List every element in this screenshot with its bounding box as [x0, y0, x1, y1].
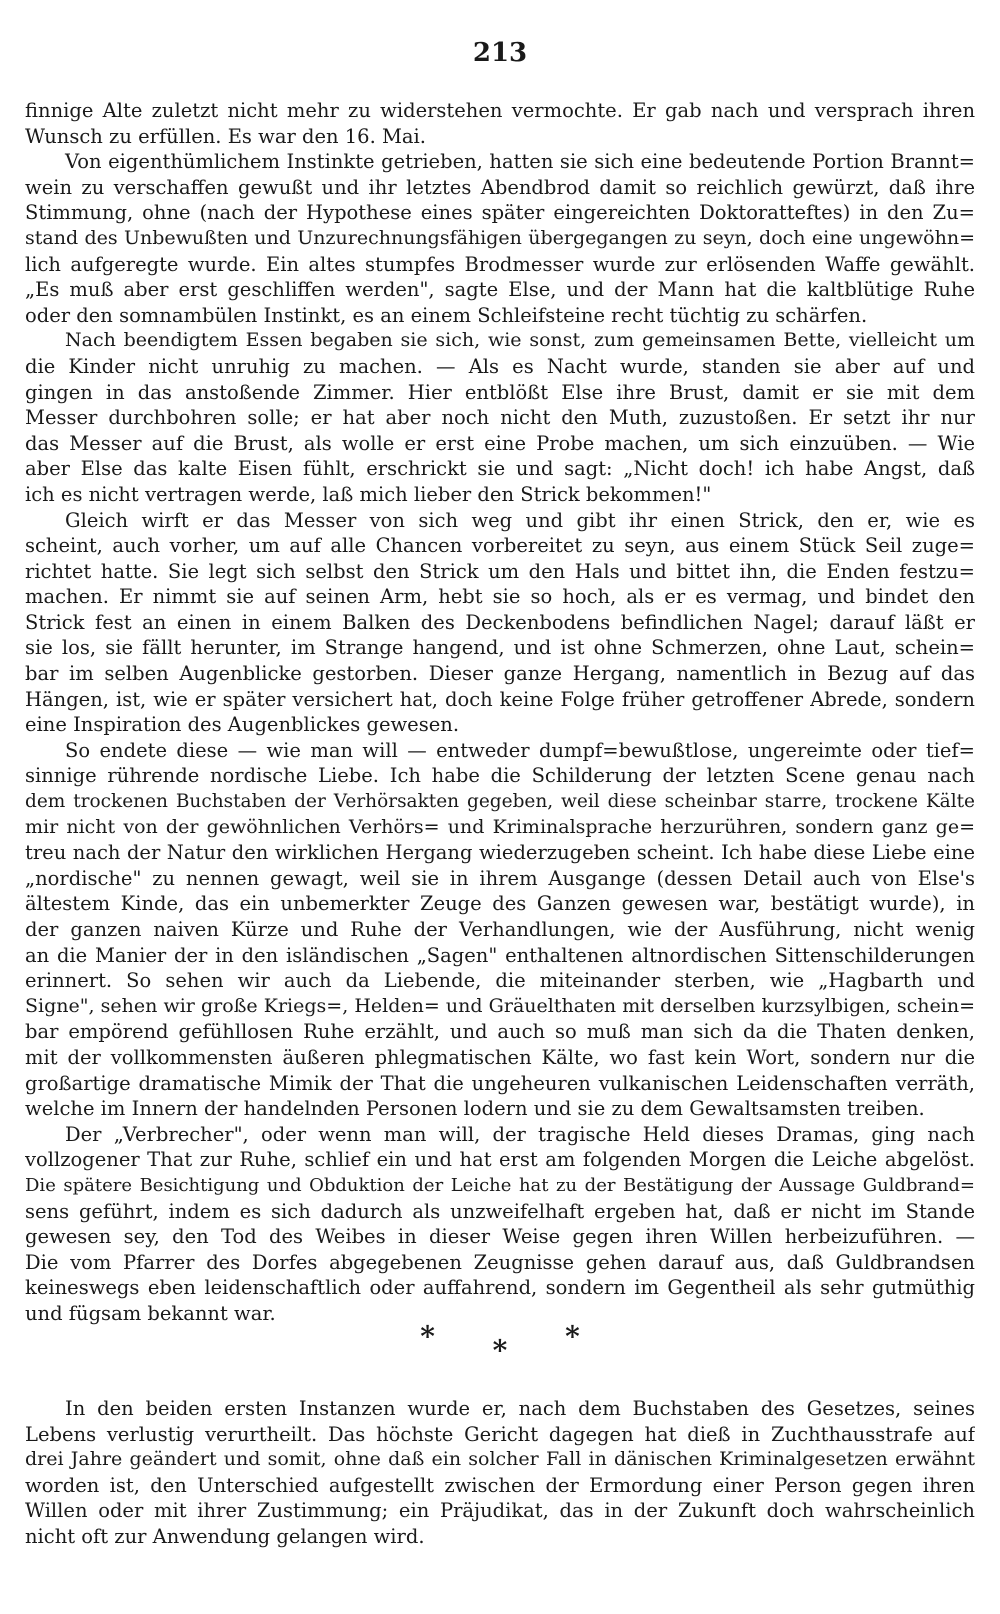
- text-line: Von eigenthümlichem Instinkte getrieben, hatten sie sich eine bedeutende Portion Brannt=: [65, 150, 975, 174]
- separator-star: *: [492, 1334, 508, 1367]
- text-line: Wunsch zu erfüllen. Es war den 16. Mai.: [25, 124, 426, 148]
- text-line: Signe", sehen wir große Kriegs=, Helden= und Gräuelthaten mit derselben kurzsylbigen, schein=: [25, 994, 975, 1017]
- text-line: Nach beendigtem Essen begaben sie sich, wie sonst, zum gemeinsamen Bette, vielleicht um: [65, 329, 975, 352]
- text-line: keineswegs eben leidenschaftlich oder auffahrend, sondern im Gegentheil als sehr gutmüthig: [25, 1276, 975, 1300]
- text-line: Messer durchbohren solle; er hat aber noch nicht den Muth, zuzustoßen. Er setzt ihr nur: [25, 406, 975, 430]
- text-line: treu nach der Natur den wirklichen Hergang wiederzugeben scheint. Ich habe diese Liebe eine: [25, 841, 975, 865]
- text-line: Lebens verlustig verurtheilt. Das höchste Gericht dagegen hat dieß in Zuchthausstrafe auf: [25, 1422, 975, 1446]
- text-line: oder den somnambülen Instinkt, es an einem Schleifsteine recht tüchtig zu schärfen.: [25, 303, 868, 327]
- text-line: bar im selben Augenblicke gestorben. Dieser ganze Hergang, namentlich in Bezug auf das: [25, 662, 975, 686]
- text-line: der ganzen naiven Kürze und Ruhe der Verhandlungen, wie der Ausführung, nicht wenig: [25, 918, 975, 941]
- text-line: drei Jahre geändert und somit, ohne daß ein solcher Fall in dänischen Kriminalgesetzen erwähnt: [25, 1448, 975, 1471]
- text-line: „nordische" zu nennen gewagt, weil sie in ihrem Ausgange (dessen Detail auch von Else's: [25, 866, 975, 890]
- text-line: mir nicht von der gewöhnlichen Verhörs= und Kriminalsprache herzurühren, sondern ganz ge=: [25, 815, 975, 838]
- text-line: gewesen sey, den Tod des Weibes in dieser Weise gegen ihren Willen herbeizuführen. —: [25, 1225, 975, 1249]
- text-line: Der „Verbrecher", oder wenn man will, der tragische Held dieses Dramas, ging nach: [65, 1122, 975, 1146]
- text-line: erinnert. So sehen wir auch da Liebende, die miteinander sterben, wie „Hagbarth und: [25, 969, 975, 993]
- text-line: ältestem Kinde, das ein unbemerkter Zeuge des Ganzen gewesen war, bestätigt wurde), in: [25, 892, 975, 916]
- text-line: machen. Er nimmt sie auf seinen Arm, hebt sie so hoch, als er es vermag, und bindet den: [25, 585, 975, 609]
- text-line: großartige dramatische Mimik der That die ungeheuren vulkanischen Leidenschaften verräth,: [25, 1071, 975, 1095]
- text-line: Strick fest an einen in einem Balken des Deckenbodens befindlichen Nagel; darauf läßt er: [25, 610, 975, 634]
- main-text-block: [25, 98, 975, 1327]
- text-line: gingen in das anstoßende Zimmer. Hier entblößt Else ihre Brust, damit er sie mit dem: [25, 380, 975, 404]
- page-number: 213: [472, 38, 528, 68]
- text-line: sens geführt, indem es sich dadurch als unzweifelhaft ergeben hat, daß er nicht im Stande: [25, 1199, 975, 1223]
- text-line: lich aufgeregte wurde. Ein altes stumpfes Brodmesser wurde zur erlösenden Waffe gewählt.: [25, 252, 975, 276]
- text-line: das Messer auf die Brust, als wolle er erst eine Probe machen, um sich einzuüben. — Wie: [25, 431, 975, 455]
- text-line: ich es nicht vertragen werde, laß mich lieber den Strick bekommen!": [25, 482, 712, 506]
- text-line: finnige Alte zuletzt nicht mehr zu widerstehen vermochte. Er gab nach und versprach ihren: [25, 99, 975, 122]
- text-line: Gleich wirft er das Messer von sich weg und gibt ihr einen Strick, den er, wie es: [65, 508, 975, 532]
- text-line: und fügsam bekannt war.: [25, 1301, 276, 1325]
- closing-text-block: [25, 1396, 975, 1550]
- text-line: Stimmung, ohne (nach der Hypothese eines später eingereichten Doktoratteftes) in den Zu=: [25, 201, 975, 225]
- text-line: die Kinder nicht unruhig zu machen. — Als es Nacht wurde, standen sie aber auf und: [25, 354, 975, 378]
- text-line: sie los, sie fällt herunter, im Strange hangend, und ist ohne Schmerzen, ohne Laut, schein=: [25, 636, 975, 660]
- text-line: „Es muß aber erst geschliffen werden", sagte Else, und der Mann hat die kaltblütige Ruhe: [25, 278, 975, 302]
- text-line: sinnige rührende nordische Liebe. Ich habe die Schilderung der letzten Scene genau nach: [25, 764, 975, 788]
- text-line: In den beiden ersten Instanzen wurde er, nach dem Buchstaben des Gesetzes, seines: [65, 1397, 975, 1420]
- text-line: stand des Unbewußten und Unzurechnungsfähigen übergegangen zu seyn, doch eine ungewöhn=: [25, 226, 975, 249]
- separator-star: *: [420, 1320, 435, 1353]
- text-line: scheint, auch vorher, um auf alle Chancen vorbereitet zu seyn, aus einem Stück Seil zuge=: [25, 534, 975, 558]
- text-line: eine Inspiration des Augenblickes gewesen.: [25, 713, 460, 737]
- text-line: welche im Innern der handelnden Personen lodern und sie zu dem Gewaltsamsten treiben.: [25, 1097, 925, 1121]
- text-line: Hängen, ist, wie er später versichert hat, doch keine Folge früher getroffener Abrede, sondern: [25, 687, 975, 711]
- text-line: Willen oder mit ihrer Zustimmung; ein Präjudikat, das in der Zukunft doch wahrscheinlich: [25, 1499, 975, 1523]
- text-line: bar empörend gefühllosen Ruhe erzählt, und auch so muß man sich da die Thaten denken,: [25, 1020, 975, 1044]
- text-line: wein zu verschaffen gewußt und ihr letztes Abendbrod damit so reichlich gewürzt, daß ihre: [25, 175, 975, 199]
- text-line: Die vom Pfarrer des Dorfes abgegebenen Zeugnisse gehen darauf aus, daß Guldbrandsen: [25, 1250, 975, 1274]
- text-line: aber Else das kalte Eisen fühlt, erschrickt sie und sagt: „Nicht doch! ich habe Angst, daß: [25, 457, 975, 481]
- separator-star: *: [565, 1320, 580, 1353]
- text-line: nicht oft zur Anwendung gelangen wird.: [25, 1524, 425, 1548]
- text-line: dem trockenen Buchstaben der Verhörsakten gegeben, weil diese scheinbar starre, trockene Kälte: [25, 791, 975, 813]
- section-separator: [0, 1320, 1000, 1367]
- text-line: richtet hatte. Sie legt sich selbst den Strick um den Hals und bittet ihn, die Enden festzu=: [25, 559, 975, 583]
- text-line: vollzogener That zur Ruhe, schlief ein und hat erst am folgenden Morgen die Leiche abgelöst.: [25, 1148, 975, 1172]
- text-line: So endete diese — wie man will — entweder dumpf=bewußtlose, ungereimte oder tief=: [65, 738, 975, 762]
- text-line: Die spätere Besichtigung und Obduktion der Leiche hat zu der Bestätigung der Aussage Guldbrand=: [25, 1174, 975, 1196]
- text-line: worden ist, den Unterschied aufgestellt zwischen der Ermordung einer Person gegen ihren: [25, 1473, 975, 1497]
- text-line: an die Manier der in den isländischen „Sagen" enthaltenen altnordischen Sittenschilderungen: [25, 943, 975, 967]
- text-line: mit der vollkommensten äußeren phlegmatischen Kälte, wo fast kein Wort, sondern nur die: [25, 1045, 975, 1069]
